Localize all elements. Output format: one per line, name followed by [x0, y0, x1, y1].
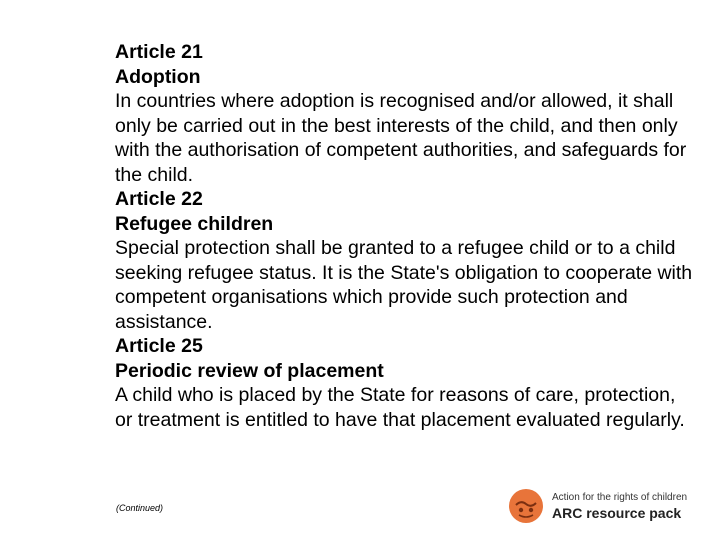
article-title: Refugee children [115, 212, 274, 235]
article-title: Periodic review of placement [115, 359, 384, 382]
arc-logo [508, 488, 708, 524]
article-body: Special protection shall be granted to a refugee child or to a child seeking refugee status. It is the State's obligation to cooperate with competent organisations which provide such protection and assistance. [115, 237, 693, 333]
logo-tagline: Action for the rights of children [552, 492, 688, 503]
arc-logo-icon [508, 488, 544, 524]
article-number: Article 22 [115, 188, 203, 210]
article-body: In countries where adoption is recognised and/or allowed, it shall only be carried out in the best interests of the child, and then only with the authorisation of competent authorities, and safeguards for the child. [115, 90, 687, 186]
article-title: Adoption [115, 65, 201, 88]
article-number: Article 25 [115, 335, 203, 357]
article-25 [115, 334, 695, 432]
article-21 [115, 40, 695, 187]
articles-list [115, 40, 695, 432]
continued-note: (Continued) [116, 503, 164, 513]
article-body: A child who is placed by the State for reasons of care, protection, or treatment is entitled to have that placement evaluated regularly. [115, 384, 685, 431]
article-22 [115, 187, 695, 334]
logo-name: ARC resource pack [552, 505, 682, 521]
article-number: Article 21 [115, 41, 203, 63]
